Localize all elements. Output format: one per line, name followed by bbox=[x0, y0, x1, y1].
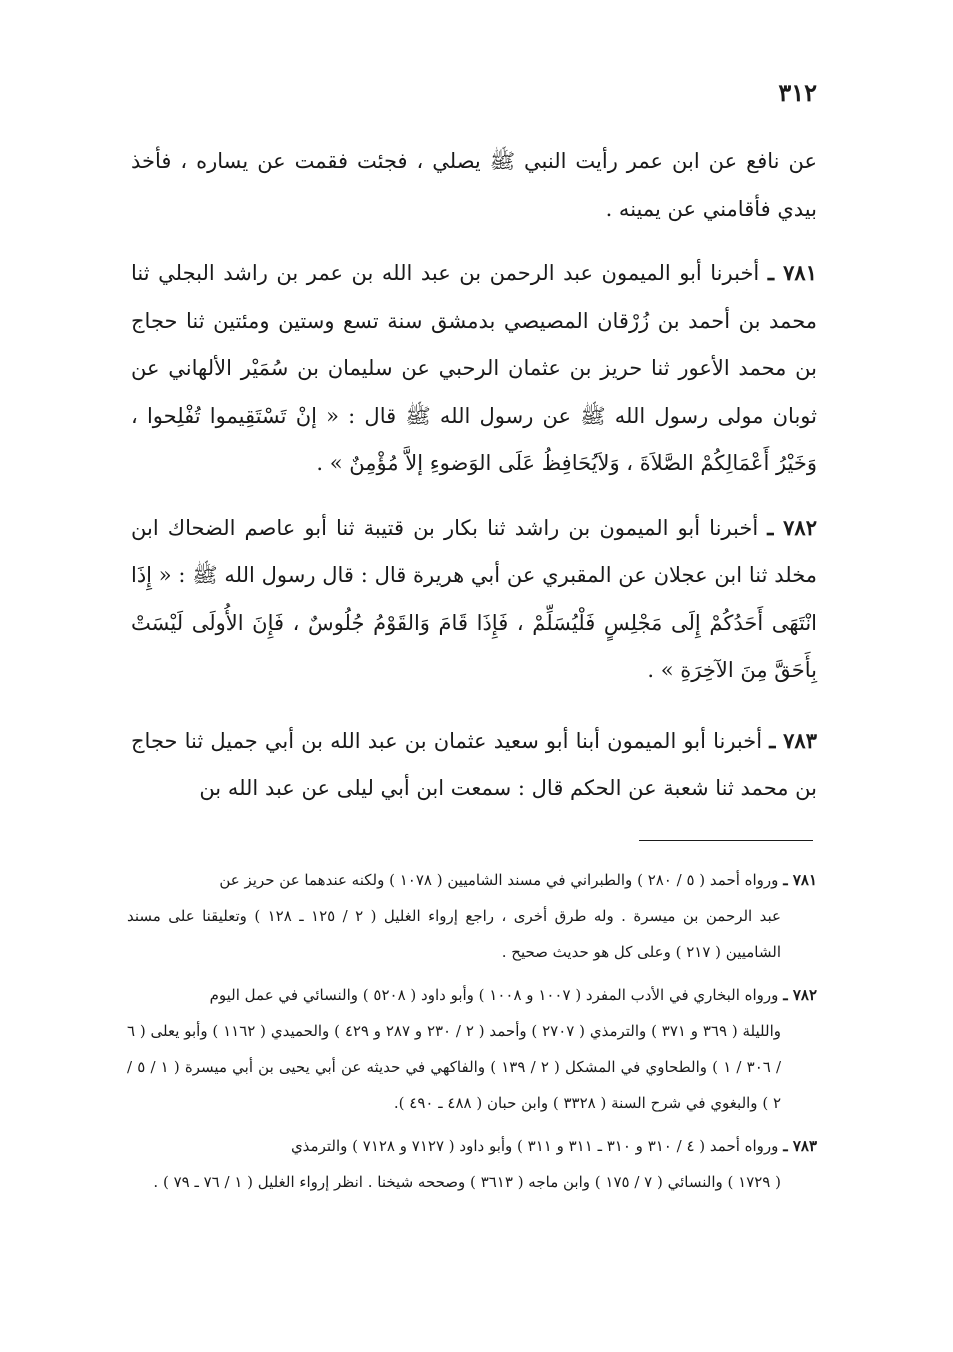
hadith-number: ٧٨٢ ـ bbox=[767, 514, 817, 540]
footnote-number: ٧٨١ ـ bbox=[783, 871, 817, 889]
footnote-781 bbox=[127, 862, 817, 970]
footnote-number: ٧٨٢ ـ bbox=[783, 986, 817, 1004]
footnote-number: ٧٨٣ ـ bbox=[783, 1137, 817, 1155]
hadith-number: ٧٨٣ ـ bbox=[769, 727, 817, 753]
footnote-first-line bbox=[127, 862, 817, 898]
footnote-text: ورواه أحمد ( ٤ / ٣١٠ و ٣١٠ ـ ٣١١ و ٣١١ ) وأبو داود ( ٧١٢٧ و ٧١٢٨ ) والترمذي bbox=[290, 1137, 779, 1155]
footnote-text: ورواه أحمد ( ٥ / ٢٨٠ ) والطبراني في مسند الشاميين ( ١٠٧٨ ) ولكنه عندهما عن حريز عن bbox=[219, 871, 779, 889]
footnote-separator bbox=[639, 840, 813, 841]
hadith-paragraph-781 bbox=[131, 249, 817, 488]
hadith-paragraph-783 bbox=[131, 717, 817, 813]
main-text bbox=[131, 138, 817, 813]
footnote-first-line bbox=[127, 977, 817, 1013]
footnote-783 bbox=[127, 1128, 817, 1200]
footnote-782 bbox=[127, 977, 817, 1121]
footnote-continuation: والليلة ( ٣٦٩ و ٣٧١ ) والترمذي ( ٢٧٠٧ ) وأحمد ( ٢ / ٢٣٠ و ٢٨٧ و ٤٢٩ ) والحميدي ( ١١٦٢ ) وأبو يعلى ( ٦ / ٣٠٦ / ١ ) والطحاوي في المشكل ( ٢ / ١٣٩ ) والفاكهي في حديثه عن أبي يحيى بن أبي ميسرة ( ١ / ٥ / ٢ ) والبغوي في شرح السنة ( ٣٣٢٨ ) وابن حبان ( ٤٨٨ ـ ٤٩٠ ). bbox=[127, 1022, 782, 1112]
footnote-first-line bbox=[127, 1128, 817, 1164]
page-number: ٣١٢ bbox=[778, 78, 817, 107]
hadith-number: ٧٨١ ـ bbox=[767, 260, 817, 285]
footnotes bbox=[127, 862, 817, 1207]
paragraph-text: أخبرنا أبو الميمون عبد الرحمن بن عبد الله بن عمر بن راشد البجلي ثنا محمد بن أحمد بن زُرْقان المصيصي بدمشق سنة تسع وستين ومئتين ثنا حجاج بن محمد الأعور ثنا حريز بن عثمان الرحبي عن سليمان بن سُمَيْر الألهاني عن ثوبان مولى رسول الله ﷺ عن رسول الله ﷺ قال : « إنْ تَسْتَقِيموا تُفْلِحوا ، وَخَيْرُ أَعْمَالِكُمْ الصَّلاَةَ ، وَلاَيُحَافِظُ عَلَى الوَضوءِ إلاَّ مُؤْمِنٌ » . bbox=[131, 261, 817, 475]
footnote-text: ورواه البخاري في الأدب المفرد ( ١٠٠٧ و ١٠٠٨ ) وأبو داود ( ٥٢٠٨ ) والنسائي في عمل اليوم bbox=[209, 986, 779, 1004]
hadith-paragraph-782 bbox=[131, 504, 817, 695]
footnote-continuation: عبد الرحمن بن ميسرة . وله طرق أخرى ، راجع إرواء الغليل ( ٢ / ١٢٥ ـ ١٢٨ ) وتعليقنا على مسند الشاميين ( ٢١٧ ) وعلى كل هو حديث صحيح . bbox=[127, 907, 781, 961]
paragraph-text: أخبرنا أبو الميمون بن راشد ثنا بكار بن قتيبة ثنا أبو عاصم الضحاك ابن مخلد ثنا ابن عجلان عن المقبري عن أبي هريرة قال : قال رسول الله ﷺ : « إِذَا انْتَهَى أَحَدُكُمْ إِلَى مَجْلِسٍ فَلْيُسَلِّمْ ، فَإِذَا قَامَ وَالقَوْمُ جُلُوسٌ ، فَإِنَ الأُولَى لَيْسَتْ بِأَحَقَّ مِنَ الآخِرَةِ » . bbox=[131, 515, 817, 682]
paragraph-text: عن نافع عن ابن عمر رأيت النبي ﷺ يصلي ، فجئت فقمت عن يساره ، فأخذ بيدي فأقامني عن يمينه . bbox=[131, 149, 817, 221]
hadith-paragraph-continued bbox=[131, 138, 817, 233]
footnote-continuation: ( ١٧٢٩ ) والنسائي ( ٧ / ١٧٥ ) وابن ماجه ( ٣٦١٣ ) وصححه شيخنا . انظر إرواء الغليل ( ١ / ٧٦ ـ ٧٩ ) . bbox=[153, 1173, 781, 1191]
paragraph-text: أخبرنا أبو الميمون أبنا أبو سعيد عثمان بن عبد الله بن أبي جميل ثنا حجاج بن محمد ثنا شعبة عن الحكم قال : سمعت ابن أبي ليلى عن عبد الله بن bbox=[131, 728, 817, 800]
